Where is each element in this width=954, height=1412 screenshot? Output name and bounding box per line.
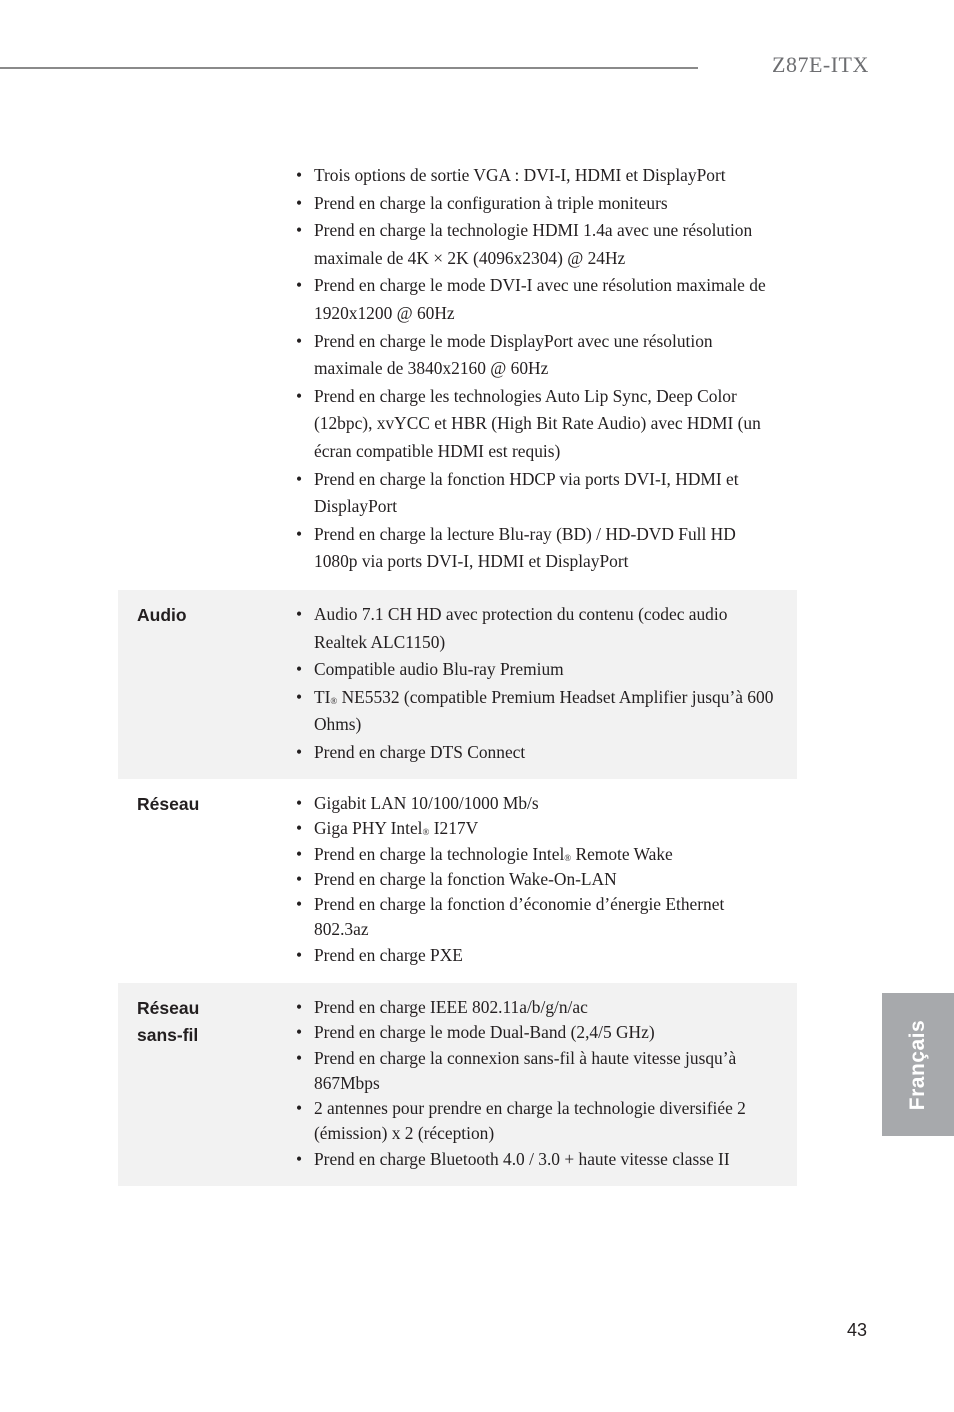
wireless-label-line1: Réseau [137,998,200,1018]
registered-mark: ® [422,827,430,838]
list-item: • Prend en charge les technologies Auto Lip Sync, Deep Color (12bpc), xvYCC et HBR (High Bit Rate Audio) avec HDMI (un écran compatible HDMI est requis) [296,383,782,466]
list-item: • Prend en charge IEEE 802.11a/b/g/n/ac [296,995,782,1020]
list-item [296,816,782,841]
list-item: • Prend en charge la technologie HDMI 1.4a avec une résolution maximale de 4K × 2K (4096x2304) @ 24Hz [296,217,782,272]
wireless-section [118,983,797,1186]
list-item: • Prend en charge la fonction HDCP via ports DVI-I, HDMI et DisplayPort [296,466,782,521]
audio-section [118,590,797,779]
list-item: • Prend en charge le mode Dual-Band (2,4/5 GHz) [296,1020,782,1045]
graphics-list [296,162,782,576]
network-label: Réseau [137,794,200,814]
list-item: • Audio 7.1 CH HD avec protection du contenu (codec audio Realtek ALC1150) [296,601,782,656]
wireless-list [296,995,782,1172]
audio-list [296,601,782,767]
list-item: • Prend en charge Bluetooth 4.0 / 3.0 + haute vitesse classe II [296,1147,782,1172]
list-item: • Prend en charge PXE [296,943,782,968]
list-item: • Prend en charge le mode DisplayPort avec une résolution maximale de 3840x2160 @ 60Hz [296,328,782,383]
list-item: • Trois options de sortie VGA : DVI-I, HDMI et DisplayPort [296,162,782,190]
list-item: • Prend en charge la configuration à triple moniteurs [296,190,782,218]
registered-mark: ® [330,695,338,706]
page-number: 43 [847,1320,868,1340]
list-item: • Gigabit LAN 10/100/1000 Mb/s [296,791,782,816]
list-item: • Prend en charge le mode DVI-I avec une résolution maximale de 1920x1200 @ 60Hz [296,272,782,327]
list-item: • 2 antennes pour prendre en charge la technologie diversifiée 2 (émission) x 2 (réception) [296,1096,782,1147]
network-list [296,791,782,968]
list-item-text: TI [314,686,331,707]
registered-mark: ® [564,852,572,863]
language-tab-label: Français [906,1019,930,1110]
wireless-label-line2: sans-fil [137,1025,199,1045]
model-name: Z87E-ITX [772,52,869,77]
list-item [296,842,782,867]
list-item [296,684,782,739]
list-item-text: Remote Wake [571,843,673,864]
list-item: • Prend en charge DTS Connect [296,739,782,767]
graphics-section [118,160,797,590]
list-item: • Prend en charge la fonction d’économie d’énergie Ethernet 802.3az [296,892,782,943]
network-section [118,779,797,983]
list-item: • Prend en charge la lecture Blu-ray (BD) / HD-DVD Full HD 1080p via ports DVI-I, HDMI et DisplayPort [296,521,782,576]
list-item: • Compatible audio Blu-ray Premium [296,656,782,684]
language-tab [882,993,954,1136]
list-item-text: Giga PHY Intel [314,818,423,839]
list-item-text: NE5532 (compatible Premium Headset Amplifier jusqu’à 600 Ohms) [314,686,774,735]
audio-label: Audio [137,605,187,625]
list-item: • Prend en charge la fonction Wake-On-LAN [296,867,782,892]
header-rule [0,67,698,69]
list-item-text: Prend en charge la technologie Intel [314,843,565,864]
list-item-text: I217V [429,818,479,839]
wireless-label [137,995,199,1049]
list-item: • Prend en charge la connexion sans-fil à haute vitesse jusqu’à 867Mbps [296,1046,782,1097]
